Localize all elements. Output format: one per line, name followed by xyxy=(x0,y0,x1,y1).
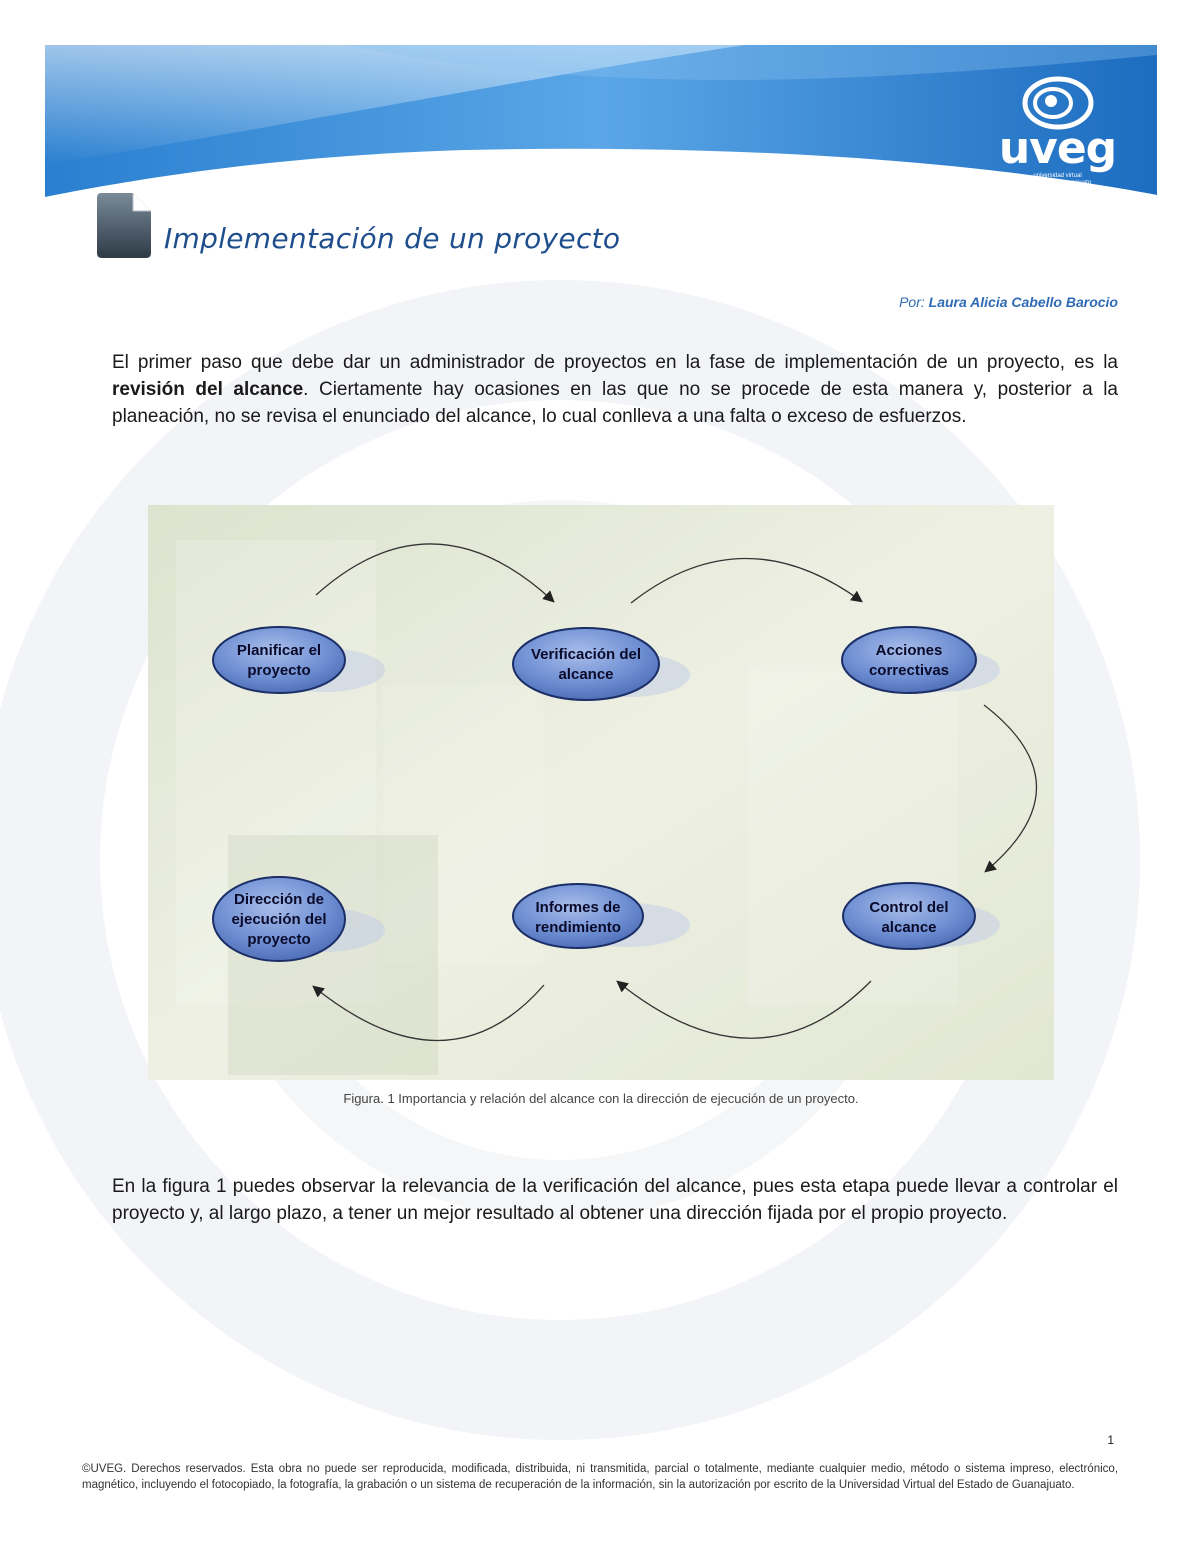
uveg-logo xyxy=(995,75,1120,186)
svg-text:Acciones: Acciones xyxy=(875,642,943,659)
svg-text:alcance: alcance xyxy=(881,919,937,936)
svg-text:Verificación del: Verificación del xyxy=(530,646,642,663)
svg-text:alcance: alcance xyxy=(558,666,614,683)
closing-paragraph: En la figura 1 puedes observar la relevancia de la verificación del alcance, pues esta etapa puede llevar a controlar el proyecto y, al largo plazo, a tener un mejor resultado al obtener una dirección fijada por el propio proyecto. xyxy=(112,1176,1118,1224)
svg-text:correctivas: correctivas xyxy=(868,662,950,679)
node-control xyxy=(843,883,975,949)
svg-text:rendimiento: rendimiento xyxy=(535,919,621,936)
node-direccion xyxy=(213,877,345,961)
svg-text:proyecto: proyecto xyxy=(247,662,311,679)
page-number: 1 xyxy=(1107,1433,1114,1447)
page-title: Implementación de un proyecto xyxy=(164,222,621,255)
author-line xyxy=(899,294,1118,310)
svg-text:Dirección de: Dirección de xyxy=(233,891,325,908)
copyright-footer: ©UVEG. Derechos reservados. Esta obra no puede ser reproducida, modificada, distribuida, ni transmitida, parcial o totalmente, mediante cualquier medio, método o sistema impreso, electrónico, magnético, incluyendo el fotocopiado, la fotografía, la grabación o un sistema de recuperación de la información, sin la autorización por escrito de la Universidad Virtual del Estado de Guanajuato. xyxy=(82,1463,1118,1491)
node-informes xyxy=(513,884,643,948)
header-banner xyxy=(45,45,1157,205)
node-acciones xyxy=(842,627,976,693)
logo-emblem-icon xyxy=(995,75,1120,130)
logo-wordmark: uveg xyxy=(998,123,1117,174)
node-verificacion xyxy=(513,628,659,700)
svg-text:ejecución del: ejecución del xyxy=(231,911,327,928)
intro-paragraph: El primer paso que debe dar un administrador de proyectos en la fase de implementación de un proyecto, es la revisión del alcance. Ciertamente hay ocasiones en las que no se procede de esta manera y, posterior a la planeación, no se revisa el enunciado del alcance, lo cual conlleva a una falta o exceso de esfuerzos. xyxy=(112,352,1118,427)
document-icon xyxy=(97,193,151,258)
author-prefix: Por: xyxy=(899,294,925,310)
bold-term: revisión del alcance xyxy=(112,379,304,400)
node-planificar xyxy=(213,627,345,693)
author-name: Laura Alicia Cabello Barocio xyxy=(928,294,1118,310)
scope-cycle-diagram xyxy=(148,505,1054,1080)
svg-text:Planificar el: Planificar el xyxy=(236,642,322,659)
svg-text:Control del: Control del xyxy=(869,899,949,916)
logo-subtitle: universidad virtual del estado de guanajuato xyxy=(1023,173,1092,186)
figure-caption: Figura. 1 Importancia y relación del alcance con la dirección de ejecución de un proyecto. xyxy=(343,1091,859,1106)
svg-text:Informes de: Informes de xyxy=(535,899,621,916)
svg-text:proyecto: proyecto xyxy=(247,931,311,948)
